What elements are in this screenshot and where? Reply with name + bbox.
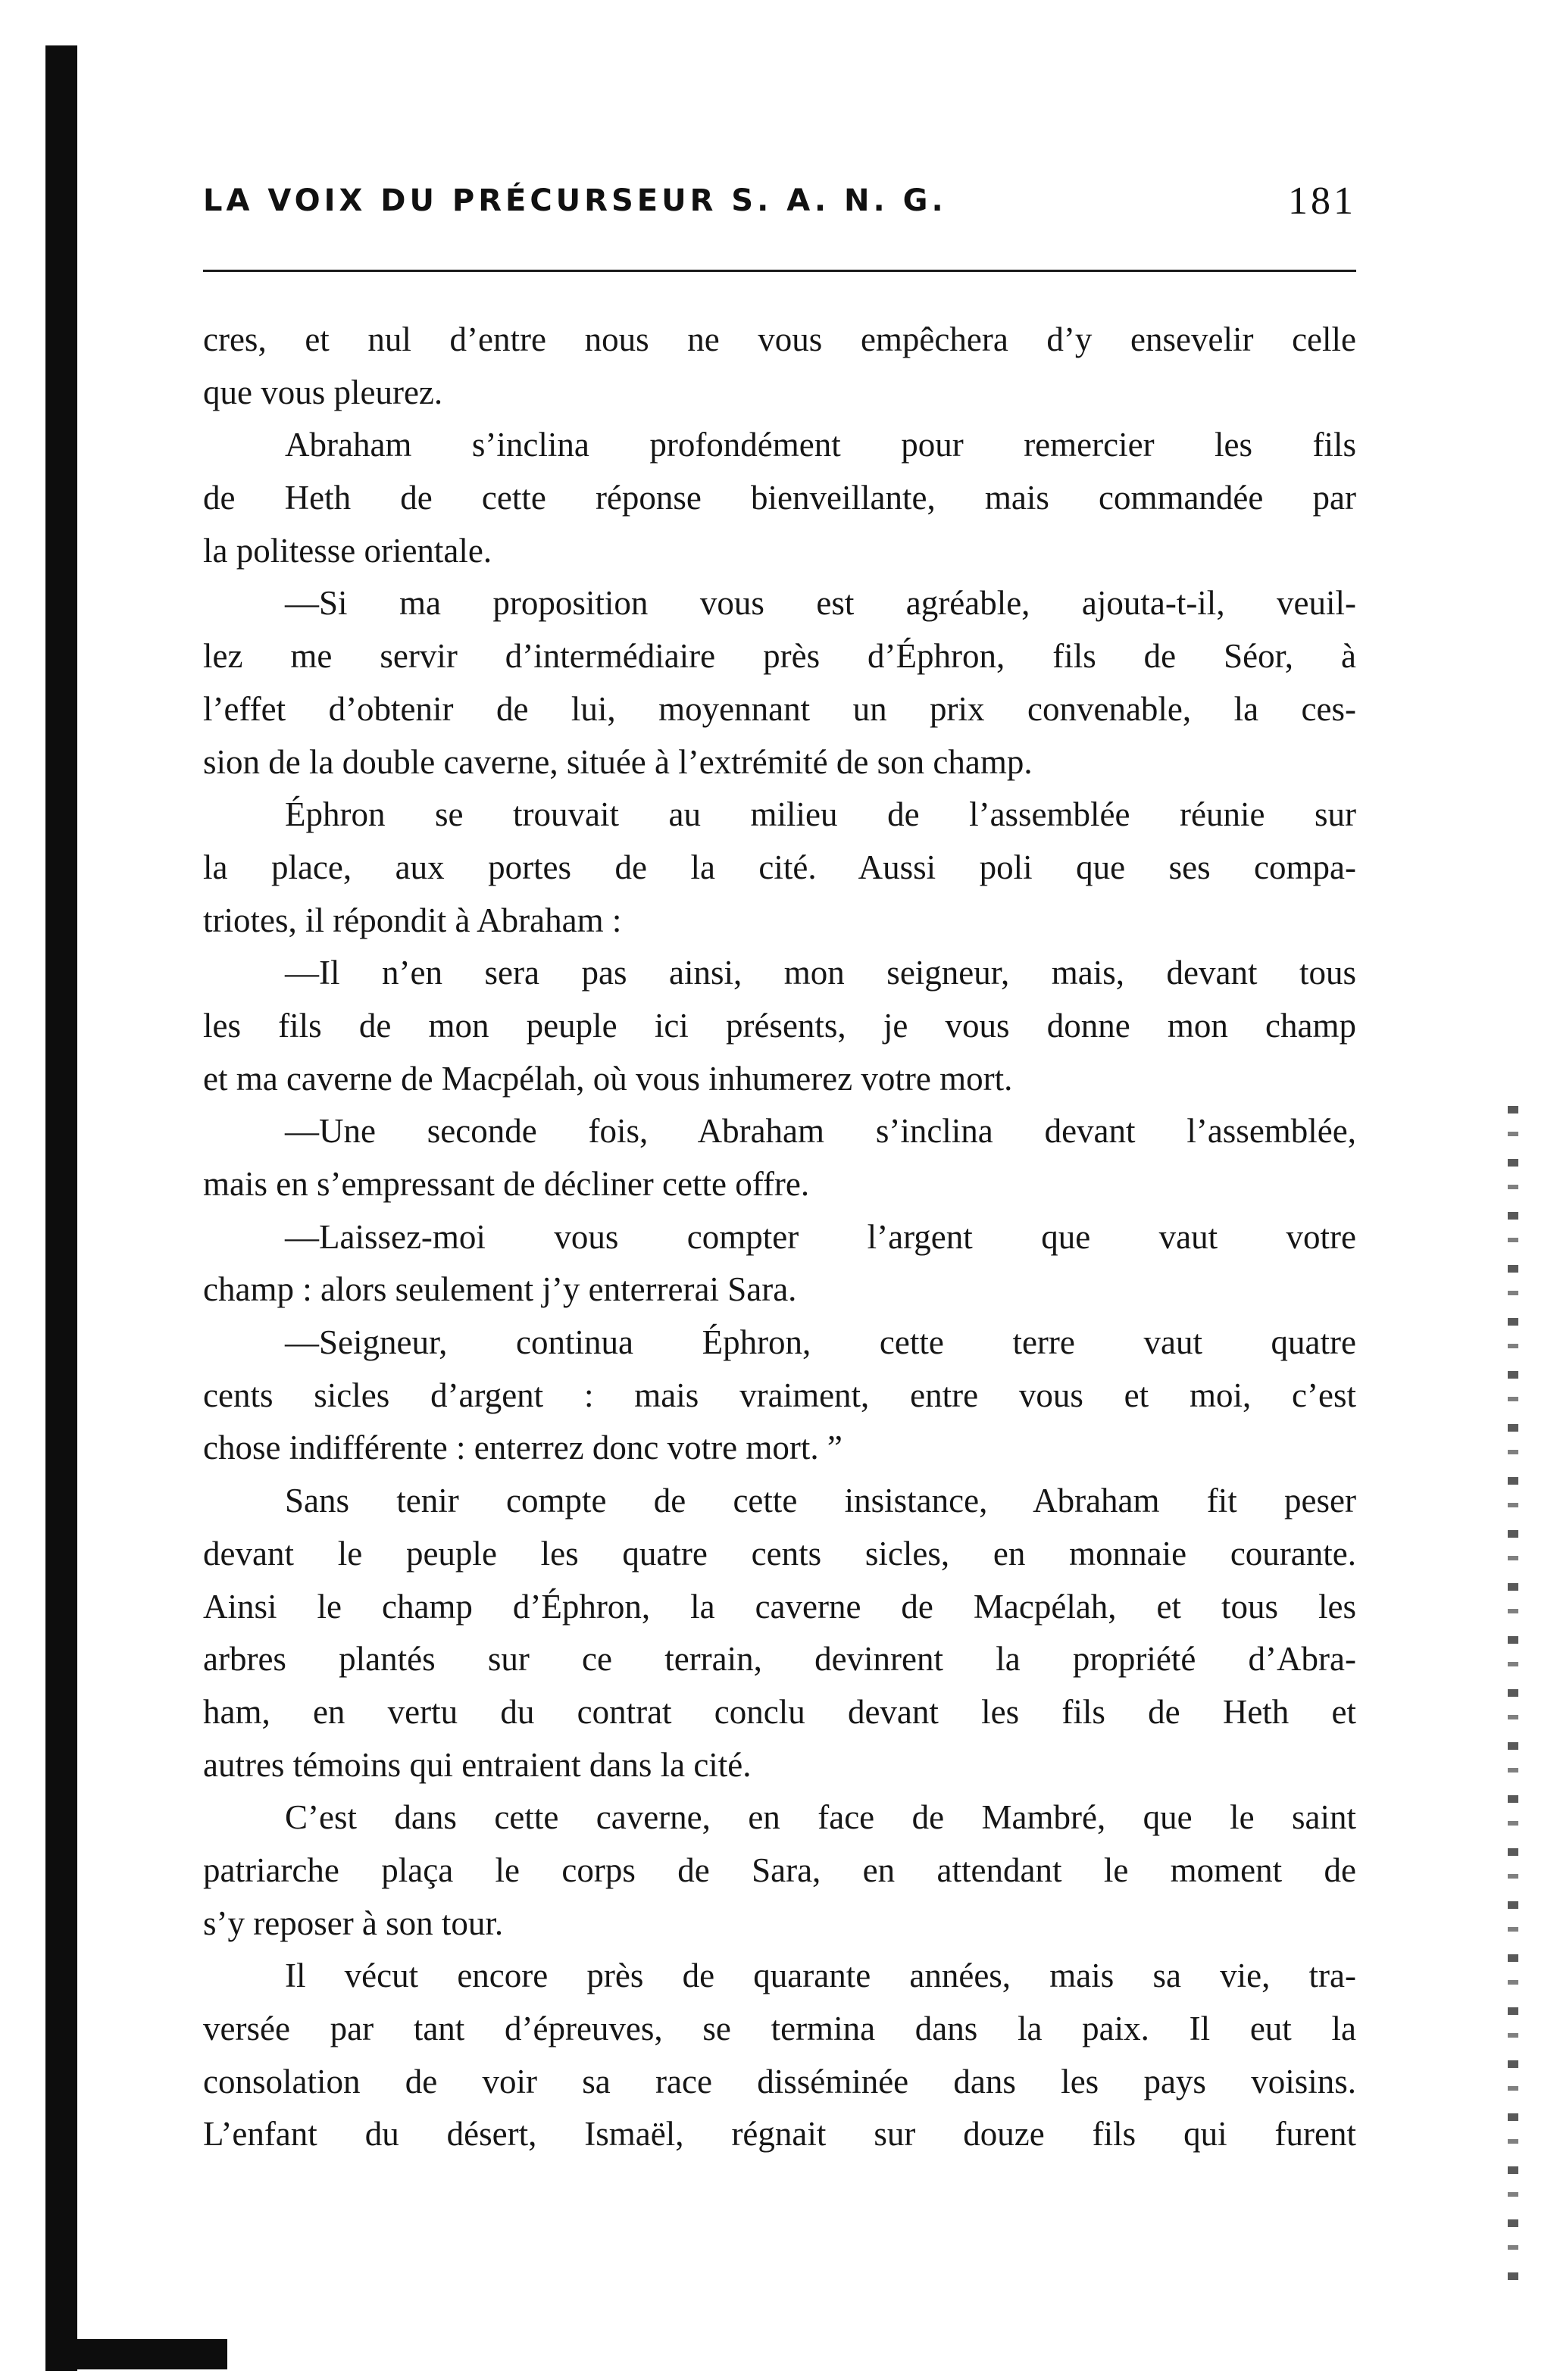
text-line: champ : alors seulement j’y enterrerai Sara. bbox=[203, 1270, 797, 1309]
text-line: Éphron se trouvait au milieu de l’assemblée réunie sur bbox=[285, 795, 1356, 834]
text-line: cents sicles d’argent : mais vraiment, entre vous et moi, c’est bbox=[203, 1376, 1356, 1414]
text-line: chose indifférente : enterrez donc votre mort. ” bbox=[203, 1429, 843, 1467]
text-line: —Seigneur, continua Éphron, cette terre vaut quatre bbox=[285, 1323, 1356, 1362]
text-line: —Il n’en sera pas ainsi, mon seigneur, mais, devant tous bbox=[285, 954, 1356, 992]
text-line: ham, en vertu du contrat conclu devant les fils de Heth et bbox=[203, 1692, 1356, 1731]
running-head: LA VOIX DU PRÉCURSEUR S. A. N. G. bbox=[203, 183, 947, 218]
text-line: cres, et nul d’entre nous ne vous empêchera d’y ensevelir celle bbox=[203, 320, 1356, 358]
text-line: L’enfant du désert, Ismaël, régnait sur douze fils qui furent bbox=[203, 2115, 1356, 2154]
text-line: Sans tenir compte de cette insistance, Abraham fit peser bbox=[285, 1482, 1356, 1520]
text-line: C’est dans cette caverne, en face de Mambré, que le saint bbox=[285, 1798, 1356, 1837]
header-rule bbox=[203, 270, 1356, 272]
text-line: les fils de mon peuple ici présents, je vous donne mon champ bbox=[203, 1006, 1356, 1045]
body-text bbox=[203, 314, 1370, 2161]
text-line: sion de la double caverne, située à l’extrémité de son champ. bbox=[203, 742, 1033, 781]
text-line: s’y reposer à son tour. bbox=[203, 1904, 504, 1942]
text-line: —Une seconde fois, Abraham s’inclina devant l’assemblée, bbox=[285, 1112, 1356, 1151]
text-line: la politesse orientale. bbox=[203, 531, 492, 570]
text-line: —Laissez-moi vous compter l’argent que vaut votre bbox=[285, 1217, 1356, 1256]
text-line: la place, aux portes de la cité. Aussi poli que ses compa- bbox=[203, 848, 1356, 886]
text-line: arbres plantés sur ce terrain, devinrent la propriété d’Abra- bbox=[203, 1640, 1356, 1679]
text-line: et ma caverne de Macpélah, où vous inhumerez votre mort. bbox=[203, 1059, 1013, 1098]
scan-binding-edge bbox=[45, 45, 77, 2371]
page-header bbox=[203, 179, 1356, 232]
text-line: —Si ma proposition vous est agréable, ajouta-t-il, veuil- bbox=[285, 584, 1356, 623]
text-line: triotes, il répondit à Abraham : bbox=[203, 901, 622, 939]
page-number: 181 bbox=[1288, 180, 1356, 223]
text-line: consolation de voir sa race disséminée dans les pays voisins. bbox=[203, 2062, 1356, 2100]
text-line: Abraham s’inclina profondément pour remercier les fils bbox=[285, 426, 1356, 464]
text-line: autres témoins qui entraient dans la cité. bbox=[203, 1745, 752, 1784]
text-line: que vous pleurez. bbox=[203, 373, 443, 411]
text-line: mais en s’empressant de décliner cette offre. bbox=[203, 1165, 810, 1203]
text-line: l’effet d’obtenir de lui, moyennant un prix convenable, la ces- bbox=[203, 689, 1356, 728]
text-line: lez me servir d’intermédiaire près d’Éphron, fils de Séor, à bbox=[203, 637, 1356, 676]
text-line: de Heth de cette réponse bienveillante, mais commandée par bbox=[203, 479, 1356, 517]
text-line: patriarche plaça le corps de Sara, en attendant le moment de bbox=[203, 1851, 1356, 1889]
text-line: devant le peuple les quatre cents sicles, en monnaie courante. bbox=[203, 1534, 1356, 1573]
scan-bottom-edge bbox=[45, 2339, 227, 2369]
scan-right-specks bbox=[1508, 1106, 1518, 2288]
text-line: versée par tant d’épreuves, se termina dans la paix. Il eut la bbox=[203, 2010, 1356, 2047]
text-line: Il vécut encore près de quarante années, mais sa vie, tra- bbox=[285, 1957, 1356, 1995]
text-line: Ainsi le champ d’Éphron, la caverne de Macpélah, et tous les bbox=[203, 1587, 1356, 1626]
